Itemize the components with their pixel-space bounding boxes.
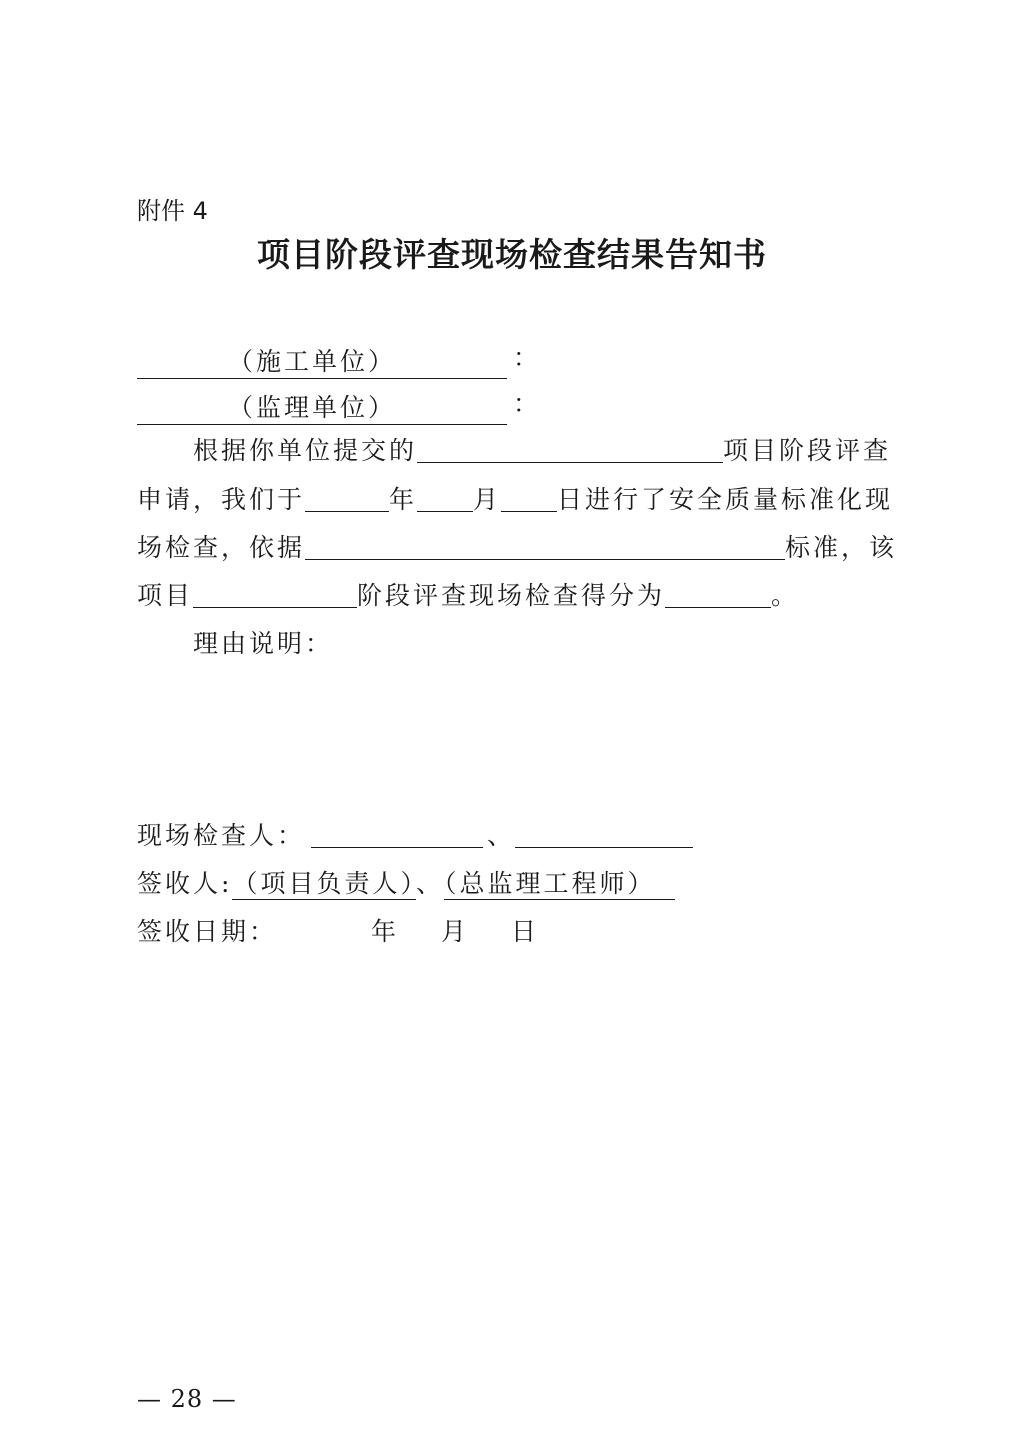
body-text: 标准，该 [785,533,898,562]
year-blank [305,485,389,512]
body-text: 月 [473,485,502,514]
project-manager-label: （项目负责人） [232,869,416,898]
date-year: 年 [371,917,400,946]
body-text: 阶段评查现场检查得分为 [357,581,666,610]
inspectors-line [137,818,693,854]
stage-blank [193,581,357,608]
body-text: 日进行了安全质量标准化现 [557,485,894,514]
attachment-label: 附件 4 [137,197,208,225]
recipient-label: 签收人: [137,869,233,898]
addressee-construction-line [137,340,541,379]
date-line [137,914,539,950]
chief-supervisor-label: （总监理工程师） [444,869,676,900]
addressee-colon: ： [513,343,542,372]
supervision-unit-blank [137,390,507,425]
date-month: 月 [441,917,470,946]
body-text: 根据你单位提交的 [193,436,418,465]
construction-unit-label: （施工单位） [227,347,396,376]
supervision-unit-label: （监理单位） [227,393,396,422]
recipient-separator: 、 [415,869,444,898]
score-blank [665,581,771,608]
standard-blank [305,533,785,560]
body-line-4 [137,578,799,614]
day-blank [501,485,557,512]
addressee-supervision-line [137,386,541,425]
construction-unit-blank [137,344,507,379]
body-text: 。 [771,581,800,610]
body-text: 场检查，依据 [137,533,306,562]
body-text: 项目 [137,581,194,610]
date-label: 签收日期： [137,917,278,946]
reason-label: 理由说明： [193,629,334,658]
inspectors-label: 现场检查人： [137,821,306,850]
inspector-1-blank [311,821,483,848]
body-text: 项目阶段评查 [723,436,892,465]
project-name-blank [417,436,723,463]
page-number: — 28 — [137,1385,237,1413]
addressee-colon: ： [513,389,542,418]
inspector-2-blank [515,821,693,848]
date-day: 日 [511,917,540,946]
body-line-1 [137,433,891,469]
body-line-2 [137,482,893,518]
body-text: 申请，我们于 [137,485,306,514]
inspectors-separator: 、 [487,821,516,850]
body-text: 年 [389,485,418,514]
recipient-line [137,866,675,902]
body-line-3 [137,530,897,566]
month-blank [417,485,473,512]
document-title: 项目阶段评查现场检查结果告知书 [257,235,767,274]
